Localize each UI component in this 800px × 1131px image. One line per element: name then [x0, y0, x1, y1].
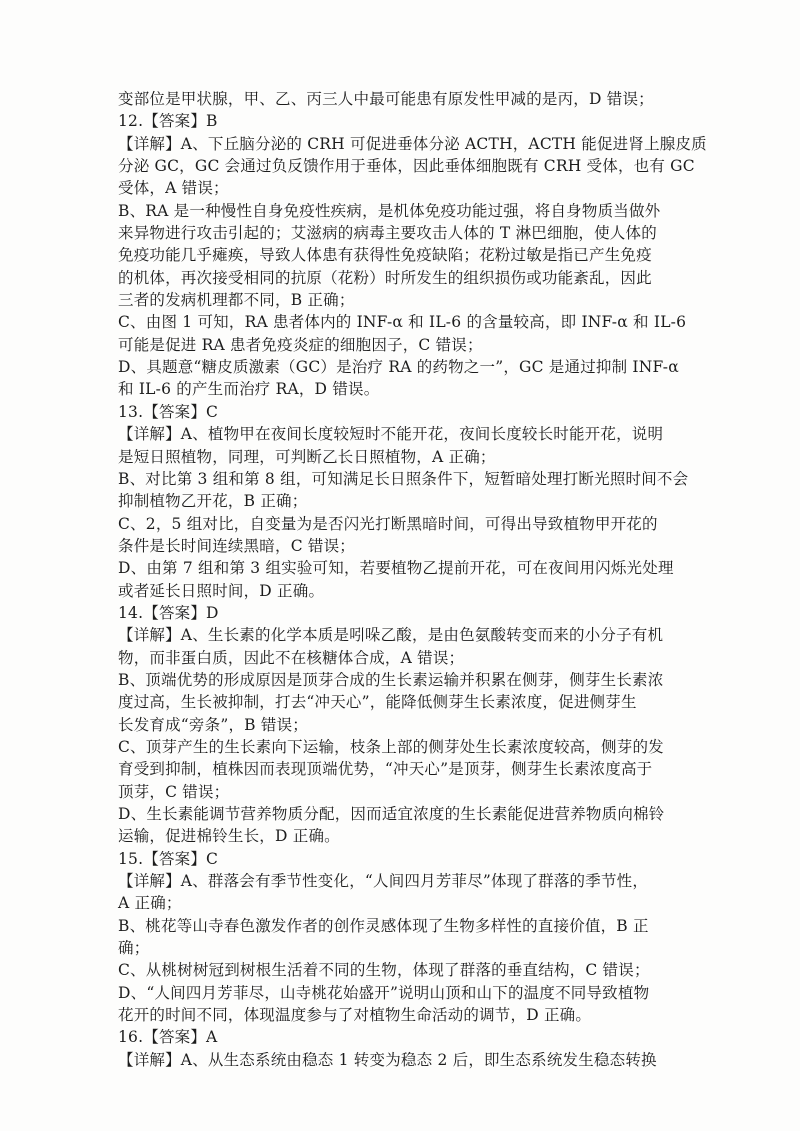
text-line: C、从桃树树冠到树根生活着不同的生物，体现了群落的垂直结构，C 错误；	[118, 961, 650, 980]
text-line: 可能是促进 RA 患者免疫炎症的细胞因子，C 错误；	[118, 335, 483, 354]
text-line: 确；	[118, 939, 150, 958]
text-line: 【详解】A、从生态系统由稳态 1 转变为稳态 2 后，即生态系统发生稳态转换	[118, 1050, 657, 1069]
text-line: 是短日照植物，同理，可判断乙长日照植物，A 正确；	[118, 447, 496, 466]
text-line: 变部位是甲状腺，甲、乙、丙三人中最可能患有原发性甲减的是丙，D 错误；	[118, 90, 654, 108]
text-line: B、桃花等山寺春色激发作者的创作灵感体现了生物多样性的直接价值，B 正	[118, 916, 649, 935]
text-line: 或者延长日照时间，D 正确。	[118, 581, 325, 600]
text-line: 运输，促进棉铃生长，D 正确。	[118, 827, 340, 846]
answer-heading-12: 12.【答案】B	[118, 112, 218, 131]
text-line: 免疫功能几乎瘫痪，导致人体患有获得性免疫缺陷；花粉过敏是指已产生免疫	[118, 246, 652, 265]
text-line: 长发育成“旁条”，B 错误；	[118, 715, 308, 734]
text-line: 和 IL-6 的产生而治疗 RA，D 错误。	[118, 380, 380, 399]
text-line: A 正确；	[118, 894, 182, 913]
text-line: B、顶端优势的形成原因是顶芽合成的生长素运输并积累在侧芽，侧芽生长素浓	[118, 670, 664, 689]
text-line: 来异物进行攻击引起的；艾滋病的病毒主要攻击人体的 T 淋巴细胞，使人体的	[118, 224, 657, 243]
text-line: 【详解】A、植物甲在夜间长度较短时不能开花，夜间长度较长时能开花，说明	[118, 425, 664, 444]
answer-heading-13: 13.【答案】C	[118, 402, 219, 421]
text-line: 受体，A 错误；	[118, 179, 229, 198]
text-line: D、由第 7 组和第 3 组实验可知，若要植物乙提前开花，可在夜间用闪烁光处理	[118, 559, 674, 578]
text-line: 【详解】A、群落会有季节性变化，“人间四月芳菲尽”体现了群落的季节性，	[118, 872, 649, 891]
text-line: 抑制植物乙开花，B 正确；	[118, 492, 308, 511]
text-line: C、顶芽产生的生长素向下运输，枝条上部的侧芽处生长素浓度较高，侧芽的发	[118, 737, 664, 756]
text-line: 【详解】A、生长素的化学本质是吲哚乙酸，是由色氨酸转变而来的小分子有机	[118, 626, 664, 645]
text-line: 条件是长时间连续黑暗，C 错误；	[118, 536, 355, 555]
text-line: B、RA 是一种慢性自身免疫性疾病，是机体免疫功能过强，将自身物质当做外	[118, 201, 661, 220]
text-line: D、生长素能调节营养物质分配，因而适宜浓度的生长素能促进营养物质向棉铃	[118, 805, 665, 823]
text-line: 育受到抑制，植株因而表现顶端优势，“冲天心”是顶芽，侧芽生长素浓度高于	[118, 760, 653, 779]
text-line: 顶芽，C 错误；	[118, 782, 230, 801]
text-line: 【详解】A、下丘脑分泌的 CRH 可促进垂体分泌 ACTH，ACTH 能促进肾上腺皮质	[118, 134, 707, 153]
text-line: 的机体，再次接受相同的抗原（花粉）时所发生的组织损伤或功能紊乱，因此	[118, 268, 652, 287]
text-line: 三者的发病机理都不同，B 正确；	[118, 291, 355, 310]
text-line: 花开的时间不同，体现温度参与了对植物生命活动的调节，D 正确。	[118, 1006, 592, 1025]
text-line: 物，而非蛋白质，因此不在核糖体合成，A 错误；	[118, 648, 465, 667]
text-line: C、由图 1 可知，RA 患者体内的 INF-α 和 IL-6 的含量较高，即 INF-α 和 IL-6	[118, 313, 687, 332]
answer-heading-15: 15.【答案】C	[118, 849, 219, 868]
answer-heading-14: 14.【答案】D	[118, 603, 219, 622]
text-line: 分泌 GC，GC 会通过负反馈作用于垂体，因此垂体细胞既有 CRH 受体，也有 GC	[118, 157, 695, 176]
text-line: C、2，5 组对比，自变量为是否闪光打断黑暗时间，可得出导致植物甲开花的	[118, 514, 658, 533]
answer-explanations-text	[118, 88, 707, 1071]
text-line: 度过高，生长被抑制，打去“冲天心”，能降低侧芽生长素浓度，促进侧芽生	[118, 693, 637, 712]
answer-heading-16: 16.【答案】A	[118, 1028, 218, 1047]
text-line: B、对比第 3 组和第 8 组，可知满足长日照条件下，短暂暗处理打断光照时间不会	[118, 469, 689, 488]
text-line: D、具题意“糖皮质激素（GC）是治疗 RA 的药物之一”，GC 是通过抑制 INF-α	[118, 358, 679, 377]
text-line: D、“人间四月芳菲尽，山寺桃花始盛开”说明山顶和山下的温度不同导致植物	[118, 983, 650, 1002]
